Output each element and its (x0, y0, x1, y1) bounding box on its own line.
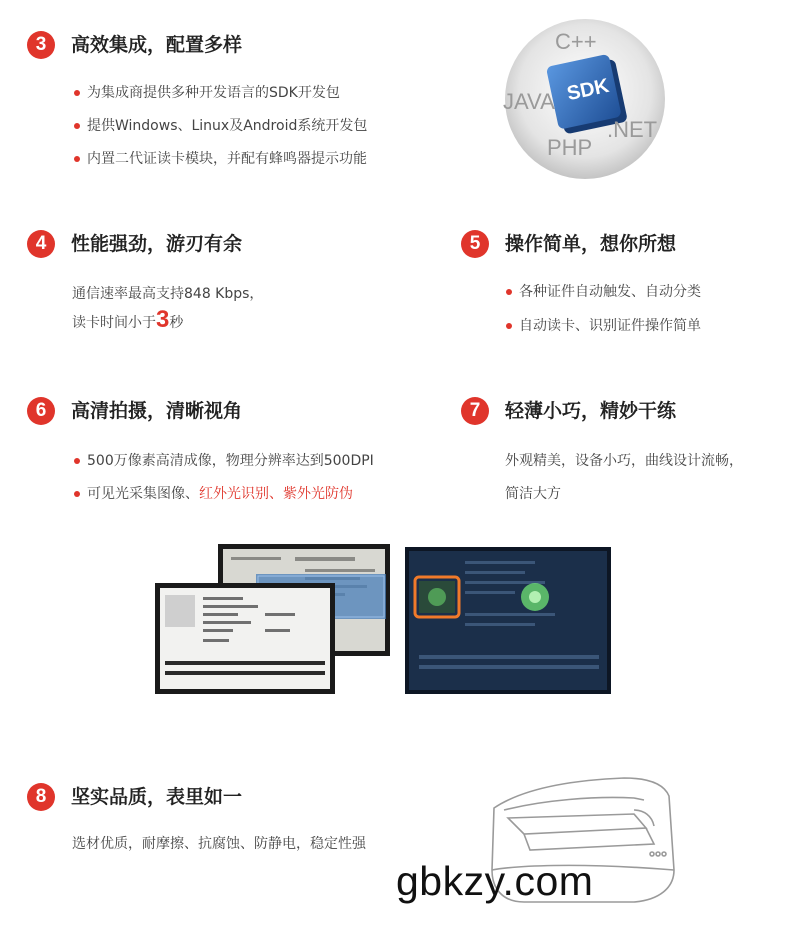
watermark-text: gbkzy.com (396, 858, 594, 904)
section-6-title: 高清拍摄，清晰视角 (71, 400, 243, 422)
section-3-bullet-2: 提供Windows、Linux及Android系统开发包 (72, 117, 367, 135)
lang-cpp: C++ (555, 29, 597, 54)
section-3-bullet-1: 为集成商提供多种开发语言的SDK开发包 (72, 84, 340, 102)
section-4-number: 4 (27, 230, 55, 258)
read-time-number: 3 (156, 306, 170, 333)
sdk-graphic (503, 17, 667, 181)
section-5-bullet-1: 各种证件自动触发、自动分类 (504, 283, 701, 301)
section-8-line-1: 选材优质，耐摩擦、抗腐蚀、防静电，稳定性强 (72, 836, 366, 852)
read-time-suffix: 秒 (169, 315, 184, 331)
section-7-number: 7 (461, 397, 489, 425)
section-8-number: 8 (27, 783, 55, 811)
lang-dotnet: .NET (607, 117, 658, 142)
section-6-bullet-1: 500万像素高清成像，物理分辨率达到500DPI (72, 452, 374, 470)
section-3-title: 高效集成，配置多样 (71, 34, 243, 56)
section-6-bullet-2 (72, 485, 353, 503)
section-8-title: 坚实品质，表里如一 (71, 786, 243, 808)
section-3-number: 3 (27, 31, 55, 59)
section-7-line-1: 外观精美，设备小巧，曲线设计流畅， (505, 453, 743, 469)
section-3-bullet-3: 内置二代证读卡模块，并配有蜂鸣器提示功能 (72, 150, 367, 168)
section-4-line-1: 通信速率最高支持848 Kbps， (72, 286, 264, 302)
section-7-title: 轻薄小巧，精妙干练 (505, 400, 677, 422)
section-4-line-2 (72, 306, 184, 333)
sdk-badge: SDK (565, 74, 611, 106)
section-5-title: 操作简单，想你所想 (505, 233, 677, 255)
lang-php: PHP (547, 135, 593, 160)
section-4-title: 性能强劲，游刃有余 (71, 233, 243, 255)
visible-light-id-scan (155, 543, 391, 694)
read-time-prefix: 读卡时间小于 (72, 315, 156, 331)
section-5-bullet-2: 自动读卡、识别证件操作简单 (504, 317, 701, 335)
lang-java: JAVA (503, 89, 555, 114)
section-5-number: 5 (461, 230, 489, 258)
uv-light-id-scan (405, 547, 611, 694)
section-7-line-2: 简洁大方 (505, 486, 561, 502)
capture-visible-text: 可见光采集图像、 (87, 486, 199, 502)
capture-ir-uv-text: 红外光识别、紫外光防伪 (199, 486, 353, 502)
section-6-number: 6 (27, 397, 55, 425)
